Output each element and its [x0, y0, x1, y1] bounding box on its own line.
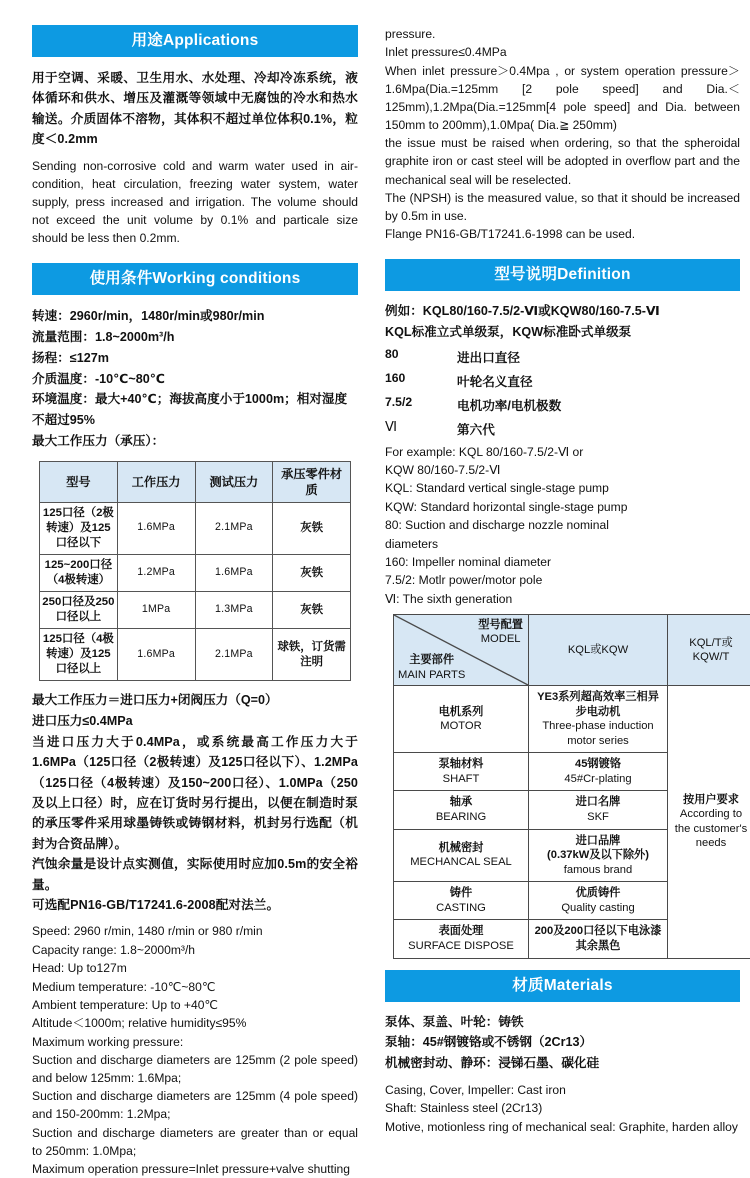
spec-cn: 45钢镀铬 — [532, 757, 664, 772]
col-header-working-pressure: 工作压力 — [117, 461, 195, 502]
def-en-example-2: KQW 80/160-7.5/2-Ⅵ — [385, 461, 740, 479]
spec-cn: 进口名牌 — [532, 795, 664, 810]
def-en-generation: Ⅵ: The sixth generation — [385, 590, 740, 608]
en-para-max-operation: Maximum operation pressure=Inlet pressure+valve shutting — [32, 1160, 358, 1178]
parts-side-note — [668, 686, 750, 958]
table-row — [40, 555, 351, 592]
continued-para-inlet-conditions: When inlet pressure＞0.4Mpa , or system operation pressure＞1.6Mpa(Dia.=125mm [2 pole speed] and Dia.＜125mm),1.2Mpa(Dia.=125mm[4 pole speed] and Dia. between 150mm to 200mm),1.0Mpa( Dia.≧ 250mm) — [385, 62, 740, 135]
definition-code: 160 — [385, 369, 457, 393]
def-en-160: 160: Impeller nominal diameter — [385, 553, 740, 571]
definition-desc: 进出口直径 — [457, 345, 561, 369]
spec-en: SKF — [532, 810, 664, 825]
corner-model-en: MODEL — [481, 633, 521, 645]
continued-para-flange: Flange PN16-GB/T17241.6-1998 can be used. — [385, 225, 740, 243]
applications-chinese-text: 用于空调、采暖、卫生用水、水处理、冷却冷冻系统，液体循环和供水、增压及灌溉等领域中无腐蚀的冷水和热水输送。介质固体不溶物，其体积不超过单位体积0.1%，粒度＜0.2mm — [32, 68, 358, 150]
cell-test-pressure: 1.3MPa — [195, 592, 273, 629]
spec-cn: 优质铸件 — [532, 886, 664, 901]
kqlt-line2: KQW/T — [693, 651, 730, 663]
material-casing-line: 泵体、泵盖、叶轮：铸铁 — [385, 1012, 740, 1033]
spec-en: famous brand — [532, 863, 664, 878]
en-line-head: Head: Up to127m — [32, 959, 358, 977]
cell-working-pressure: 1.2MPa — [117, 555, 195, 592]
definition-code-row — [385, 345, 561, 369]
definition-english-lines — [385, 443, 740, 608]
note-npsh-margin: 汽蚀余量是设计点实测值，实际使用时应加0.5m的安全裕量。 — [32, 854, 358, 895]
cell-model: 125口径（4极转速）及125口径以上 — [40, 629, 118, 681]
parts-col-header-kqlt-kqwt — [668, 615, 750, 686]
part-en: MECHANCAL SEAL — [397, 855, 525, 870]
definition-code-row — [385, 417, 561, 441]
working-line-ambient: 环境温度：最大+40℃；海拔高度小于1000m；相对湿度不超过95% — [32, 389, 358, 431]
part-spec-casting — [529, 882, 668, 920]
working-conditions-english-list — [32, 922, 358, 1051]
part-en: SHAFT — [397, 772, 525, 787]
right-column — [375, 25, 750, 1026]
part-name-shaft — [394, 753, 529, 791]
definition-desc: 第六代 — [457, 417, 561, 441]
definition-desc: 叶轮名义直径 — [457, 369, 561, 393]
cell-material: 灰铁 — [273, 555, 351, 592]
continued-inlet-pressure: Inlet pressure≤0.4MPa — [385, 43, 740, 61]
part-name-casting — [394, 882, 529, 920]
definition-code: 7.5/2 — [385, 393, 457, 417]
material-en-casing: Casing, Cover, Impeller: Cast iron — [385, 1081, 740, 1099]
part-spec-shaft — [529, 753, 668, 791]
part-en: SURFACE DISPOSE — [397, 939, 525, 954]
working-conditions-chinese-list — [32, 306, 358, 451]
kqlt-line1: KQL/T或 — [689, 637, 733, 649]
spec-cn: 200及200口径以下电泳漆 — [532, 924, 664, 939]
en-line-speed: Speed: 2960 r/min, 1480 r/min or 980 r/min — [32, 922, 358, 940]
cell-model: 125口径（2极转速）及125口径以下 — [40, 502, 118, 554]
cell-working-pressure: 1.6MPa — [117, 629, 195, 681]
section-header-working-conditions: 使用条件Working conditions — [32, 263, 358, 295]
part-en: CASTING — [397, 901, 525, 916]
spec-cn: YE3系列超高效率三相异步电动机 — [532, 690, 664, 719]
definition-desc: 电机功率/电机极数 — [457, 393, 561, 417]
cell-working-pressure: 1.6MPa — [117, 502, 195, 554]
applications-english-text: Sending non-corrosive cold and warm water used in air-condition, heat circulation, freezing water system, water supply, press increased and irrigation. The volume should not exceed the unit volume by 0.1% and particale size should be less then 0.2mm. — [32, 157, 358, 248]
definition-chinese-lines — [385, 301, 740, 343]
cell-test-pressure: 1.6MPa — [195, 555, 273, 592]
pressure-table — [39, 461, 351, 682]
def-en-power: 7.5/2: Motlr power/motor pole — [385, 571, 740, 589]
cell-working-pressure: 1MPa — [117, 592, 195, 629]
definition-code: Ⅵ — [385, 417, 457, 441]
side-note-en: According to the customer's needs — [671, 807, 750, 851]
materials-english-lines — [385, 1081, 740, 1136]
definition-example-line: 例如：KQL80/160-7.5/2-Ⅵ或KQW80/160-7.5-Ⅵ — [385, 301, 740, 322]
part-cn: 轴承 — [397, 795, 525, 810]
en-para-suction-250: Suction and discharge diameters are greater than or equal to 250mm: 1.0Mpa; — [32, 1124, 358, 1160]
continued-pressure-word: pressure. — [385, 25, 740, 43]
cell-test-pressure: 2.1MPa — [195, 502, 273, 554]
working-line-medium-temp: 介质温度：-10℃~80℃ — [32, 369, 358, 390]
section-header-materials: 材质Materials — [385, 970, 740, 1002]
note-inlet-pressure: 进口压力≤0.4MPa — [32, 711, 358, 732]
table-row — [40, 629, 351, 681]
material-seal-line: 机械密封动、静环：浸锑石墨、碳化硅 — [385, 1053, 740, 1074]
spec-en: Three-phase induction motor series — [532, 719, 664, 748]
note-ordering-requirements: 当进口压力大于0.4MPa，或系统最高工作压力大于1.6MPa（125口径（2极转速）及125口径以下）、1.2MPa（125口径（4极转速）及150~200口径）、1.0MPa（250及以上口径）时，应在订货时另行提出，以便在制造时泵的承压零件采用球墨铸铁或铸钢材料，机封另行选配（机封为合资品牌）。 — [32, 732, 358, 854]
en-line-max-working-pressure: Maximum working pressure: — [32, 1033, 358, 1051]
left-column — [0, 25, 375, 1026]
parts-table-header-row — [394, 615, 750, 686]
en-line-capacity: Capacity range: 1.8~2000m³/h — [32, 941, 358, 959]
working-line-max-pressure: 最大工作压力（承压）： — [32, 431, 358, 452]
col-header-material: 承压零件材质 — [273, 461, 351, 502]
pressure-notes-chinese — [32, 690, 358, 732]
definition-code-row — [385, 369, 561, 393]
corner-model-label — [478, 618, 523, 647]
corner-mainparts-cn: 主要部件 — [409, 654, 454, 666]
cell-test-pressure: 2.1MPa — [195, 629, 273, 681]
cell-material: 球铁，订货需注明 — [273, 629, 351, 681]
working-line-speed: 转速：2960r/min，1480r/min或980r/min — [32, 306, 358, 327]
def-en-kqw: KQW: Standard horizontal single-stage pump — [385, 498, 740, 516]
en-line-ambient-temp: Ambient temperature: Up to +40℃ — [32, 996, 358, 1014]
def-en-example-1: For example: KQL 80/160-7.5/2-Ⅵ or — [385, 443, 740, 461]
main-parts-table — [393, 614, 750, 958]
corner-model-cn: 型号配置 — [478, 619, 523, 631]
continued-para-ordering: the issue must be raised when ordering, so that the spheroidal graphite iron or cast steel will be adopted in overflow part and the mechanical seal will be reselected. — [385, 134, 740, 188]
part-spec-surface — [529, 920, 668, 958]
part-en: MOTOR — [397, 719, 525, 734]
part-name-bearing — [394, 791, 529, 829]
parts-col-header-kql-kqw: KQL或KQW — [529, 615, 668, 686]
part-en: BEARING — [397, 810, 525, 825]
definition-code-list — [385, 345, 561, 441]
corner-mainparts-label — [398, 653, 465, 682]
continued-para-npsh: The (NPSH) is the measured value, so that it should be increased by 0.5m in use. — [385, 189, 740, 225]
working-line-capacity: 流量范围：1.8~2000m³/h — [32, 327, 358, 348]
material-en-shaft: Shaft: Stainless steel (2Cr13) — [385, 1099, 740, 1117]
part-cn: 表面处理 — [397, 924, 525, 939]
definition-code-row — [385, 393, 561, 417]
def-en-kql: KQL: Standard vertical single-stage pump — [385, 479, 740, 497]
part-spec-bearing — [529, 791, 668, 829]
part-name-seal — [394, 829, 529, 882]
en-para-suction-2pole: Suction and discharge diameters are 125mm (2 pole speed) and below 125mm: 1.6Mpa; — [32, 1051, 358, 1087]
part-cn: 铸件 — [397, 886, 525, 901]
spec-cn2: 其余黑色 — [532, 939, 664, 954]
part-name-surface — [394, 920, 529, 958]
table-row — [40, 592, 351, 629]
def-en-80-a: 80: Suction and discharge nozzle nominal — [385, 516, 740, 534]
cell-material: 灰铁 — [273, 592, 351, 629]
col-header-model: 型号 — [40, 461, 118, 502]
table-header-row — [40, 461, 351, 502]
parts-table-row — [394, 686, 750, 753]
section-header-definition: 型号说明Definition — [385, 259, 740, 291]
definition-types-line: KQL标准立式单级泵，KQW标准卧式单级泵 — [385, 322, 740, 343]
en-line-altitude: Altitude＜1000m; relative humidity≤95% — [32, 1014, 358, 1032]
cell-model: 250口径及250口径以上 — [40, 592, 118, 629]
cell-model: 125~200口径（4极转速） — [40, 555, 118, 592]
spec-en: 45#Cr-plating — [532, 772, 664, 787]
note-max-pressure-formula: 最大工作压力＝进口压力+闭阀压力（Q=0） — [32, 690, 358, 711]
note-flange-option: 可选配PN16-GB/T17241.6-2008配对法兰。 — [32, 895, 358, 915]
definition-code: 80 — [385, 345, 457, 369]
working-line-head: 扬程：≤127m — [32, 348, 358, 369]
def-en-80-b: diameters — [385, 535, 740, 553]
spec-en: Quality casting — [532, 901, 664, 916]
en-line-medium-temp: Medium temperature: -10℃~80℃ — [32, 978, 358, 996]
material-en-seal: Motive, motionless ring of mechanical seal: Graphite, harden alloy — [385, 1118, 740, 1136]
side-note-cn: 按用户要求 — [671, 793, 750, 808]
spec-cn2: (0.37kW及以下除外) — [532, 848, 664, 863]
cell-material: 灰铁 — [273, 502, 351, 554]
corner-mainparts-en: MAIN PARTS — [398, 669, 465, 681]
corner-cell-diagonal — [394, 615, 529, 686]
col-header-test-pressure: 测试压力 — [195, 461, 273, 502]
part-spec-motor — [529, 686, 668, 753]
continued-text-lines — [385, 25, 740, 62]
part-spec-seal — [529, 829, 668, 882]
part-name-motor — [394, 686, 529, 753]
table-row — [40, 502, 351, 554]
spec-cn: 进口品牌 — [532, 834, 664, 849]
part-cn: 机械密封 — [397, 841, 525, 856]
materials-chinese-lines — [385, 1012, 740, 1074]
section-header-applications: 用途Applications — [32, 25, 358, 57]
part-cn: 电机系列 — [397, 705, 525, 720]
en-para-suction-4pole: Suction and discharge diameters are 125mm (4 pole speed) and 150-200mm: 1.2Mpa; — [32, 1087, 358, 1123]
part-cn: 泵轴材料 — [397, 757, 525, 772]
material-shaft-line: 泵轴：45#钢镀铬或不锈钢（2Cr13） — [385, 1032, 740, 1053]
